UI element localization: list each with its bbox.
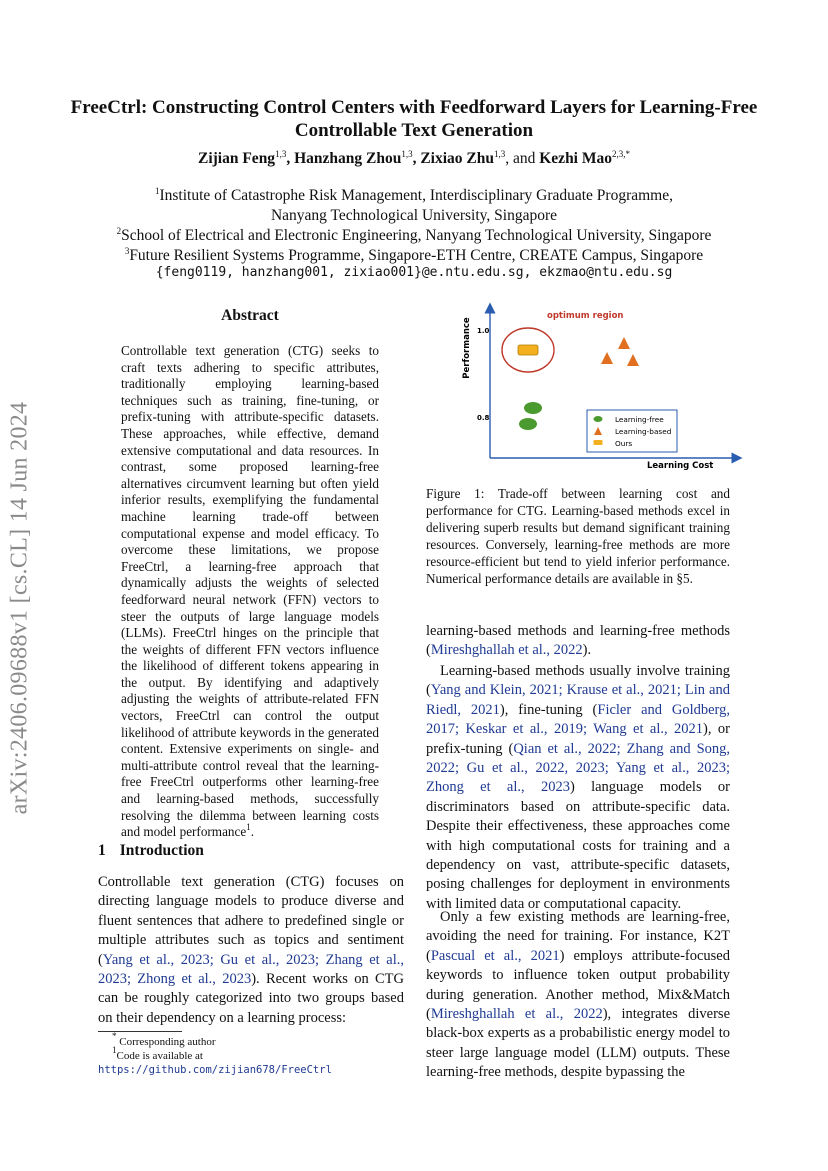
paper-title: FreeCtrl: Constructing Control Centers with Feedforward Layers for Learning-Free Controllable Text Generation: [70, 97, 758, 141]
author-name: Kezhi Mao: [539, 150, 612, 167]
legend-label: Learning-based: [615, 427, 672, 436]
affil-sup: 2: [116, 226, 122, 236]
affil-sup: 1: [154, 186, 160, 196]
y-axis-label: Performance: [462, 317, 472, 379]
optimum-region-label: optimum region: [547, 311, 624, 321]
author-name: Zixiao Zhu: [420, 150, 494, 167]
figure-1-caption: Figure 1: Trade-off between learning cost and performance for CTG. Learning-based methods excel in delivering superb results but demand significant training resources. Conversely, learning-free methods are more resource-efficient but tend to yield inferior performance. Numerical performance details are available in §5.: [426, 486, 730, 586]
right-paragraph-3: [426, 908, 730, 1083]
legend-label: Learning-free: [615, 415, 664, 424]
paragraph-text: ).: [582, 642, 592, 659]
footnote-text: Code is available at: [116, 1050, 203, 1062]
affiliation-3: [40, 246, 788, 266]
figure-1: [455, 300, 745, 480]
author-affil-sup: 1,3: [275, 149, 287, 159]
affil-line: School of Electrical and Electronic Engineering, Nanyang Technological University, Singapore: [121, 227, 712, 244]
section-heading: [98, 842, 204, 860]
right-paragraph-2: [426, 662, 730, 914]
citation-link[interactable]: Yang et al., 2023; Gu et al., 2023; Zhang et al., 2023; Zhong et al., 2023: [98, 951, 404, 988]
intro-paragraph-1: [98, 873, 404, 1028]
author-list: [60, 150, 768, 168]
paragraph-text: ) language models or discriminators based on attribute-specific data. Despite their effectiveness, these approaches come with high computational costs for training and a dependency on vast, attribute-specific datasets, posing challenges for deployment in environments with limited data or computational capacity.: [426, 779, 730, 912]
paragraph-text: learning-based methods and learning-free methods (: [426, 623, 730, 659]
figure-1-chart: [455, 300, 745, 480]
affil-line: Future Resilient Systems Programme, Singapore-ETH Centre, CREATE Campus, Singapore: [129, 247, 704, 264]
abstract-text: Controllable text generation (CTG) seeks to craft texts adhering to specific attributes, traditionally employing learning-based techniques such as training, fine-tuning, or prefix-tuning with attribute-specific datasets. These approaches, while effective, demand extensive computational and data resources. In contrast, some proposed learning-free alternatives circumvent learning but often yield inferior results, exemplifying the fundamental machine learning trade-off between computational expense and model efficacy. To overcome these limitations, we propose FreeCtrl, a learning-free approach that dynamically adjusts the weights of selected feedforward neural network (FFN) vectors to steer the outputs of large language models (LLMs). FreeCtrl hinges on the principle that the weights of different FFN vectors influence the likelihood of different tokens appearing in the output. By identifying and adaptively adjusting the weights of attribute-related FFN vectors, FreeCtrl can control the output likelihood of attribute keywords in the generated content. Extensive experiments on single- and multi-attribute control reveal that the learning-free FreeCtrl outperforms other learning-free and learning-based methods, successfully resolving the dilemma between learning costs and model performance: [121, 343, 379, 840]
figure-legend: [587, 410, 677, 452]
citation-link[interactable]: Mireshghallah et al., 2022: [430, 1006, 603, 1023]
paragraph-text: Controllable text generation (CTG) focuses on directing language models to produce diverse and fluent sentences that adhere to predefined single or multiple attributes such as topics and sentiment (: [98, 874, 404, 968]
footnote-mark: 1: [246, 822, 251, 833]
y-tick-label: 1.0: [477, 327, 490, 335]
footnote-rule: [98, 1031, 182, 1032]
section-title: Introduction: [119, 842, 204, 859]
arxiv-id-text: arXiv:2406.09688v1 [cs.CL] 14 Jun 2024: [6, 401, 33, 815]
paragraph-text: ), integrates diverse black-box experts as a probabilistic energy model to steer large language model (LLM) outputs. These learning-free methods, despite bypassing the: [426, 1006, 730, 1081]
citation-link[interactable]: Yang and Klein, 2021; Krause et al., 2021; Lin and Riedl, 2021: [426, 682, 730, 718]
paragraph-text: ), or prefix-tuning (: [426, 721, 730, 757]
affil-line: Institute of Catastrophe Risk Management, Interdisciplinary Graduate Programme,: [159, 187, 673, 204]
author-affil-sup: 1,3: [493, 149, 506, 159]
citation-link[interactable]: Mireshghallah et al., 2022: [430, 642, 583, 659]
citation-link[interactable]: Ficler and Goldberg, 2017; Keskar et al., 2019; Wang et al., 2021: [426, 701, 730, 738]
point-learning-free: [519, 418, 537, 430]
author-name: Hanzhang Zhou: [294, 150, 402, 167]
footnote-mark: *: [112, 1031, 117, 1041]
author-separator: ,: [286, 150, 295, 167]
footnote-mark: 1: [112, 1045, 117, 1055]
point-ours: [518, 345, 538, 355]
citation-link[interactable]: Pascual et al., 2021: [430, 947, 560, 964]
affiliation-2: [40, 226, 788, 246]
abstract-end: .: [250, 824, 255, 840]
y-tick-label: 0.8: [477, 414, 490, 422]
paragraph-text: ), fine-tuning (: [499, 701, 598, 718]
citation-link[interactable]: Qian et al., 2022; Zhang and Song, 2022; Gu et al., 2022, 2023; Yang et al., 2023; Zhong et al., 2023: [426, 740, 731, 796]
affil-line: Nanyang Technological University, Singapore: [270, 207, 558, 224]
point-learning-based: [601, 352, 613, 364]
paragraph-text: ) employs attribute-focused keywords to influence token output probability during generation. Another method, Mix&Match (: [426, 947, 730, 1023]
paragraph-text: Learning-based methods usually involve training (: [426, 663, 730, 699]
author-affil-sup: 2,3,*: [612, 149, 630, 159]
legend-marker: [594, 416, 603, 422]
legend-marker: [594, 440, 603, 445]
abstract-heading: Abstract: [221, 307, 279, 324]
author-separator: ,: [412, 150, 421, 167]
point-learning-based: [618, 337, 630, 349]
code-url-link[interactable]: https://github.com/zijian678/FreeCtrl: [98, 1064, 332, 1076]
affiliation-1: [40, 186, 788, 226]
paragraph-text: ). Recent works on CTG can be roughly categorized into two groups based on their dependency on a learning process:: [98, 971, 404, 1026]
author-emails: {feng0119, hanzhang001, zixiao001}@e.ntu.edu.sg, ekzmao@ntu.edu.sg: [155, 265, 673, 280]
paragraph-text: Only a few existing methods are learning-free, avoiding the need for training. For instance, K2T (: [426, 909, 730, 964]
author-separator: , and: [505, 150, 540, 167]
footnote-code: [98, 1045, 406, 1077]
author-affil-sup: 1,3: [401, 149, 413, 159]
right-paragraph-1: [426, 622, 730, 661]
x-axis-label: Learning Cost: [647, 461, 714, 471]
legend-label: Ours: [615, 439, 633, 448]
affil-sup: 3: [124, 246, 130, 256]
footnote-corresponding: [112, 1031, 420, 1049]
point-learning-free: [524, 402, 542, 414]
author-name: Zijian Feng: [197, 150, 276, 167]
point-learning-based: [627, 354, 639, 366]
footnote-text: Corresponding author: [119, 1036, 216, 1048]
section-number: 1: [98, 842, 106, 859]
abstract-body: [121, 343, 379, 841]
